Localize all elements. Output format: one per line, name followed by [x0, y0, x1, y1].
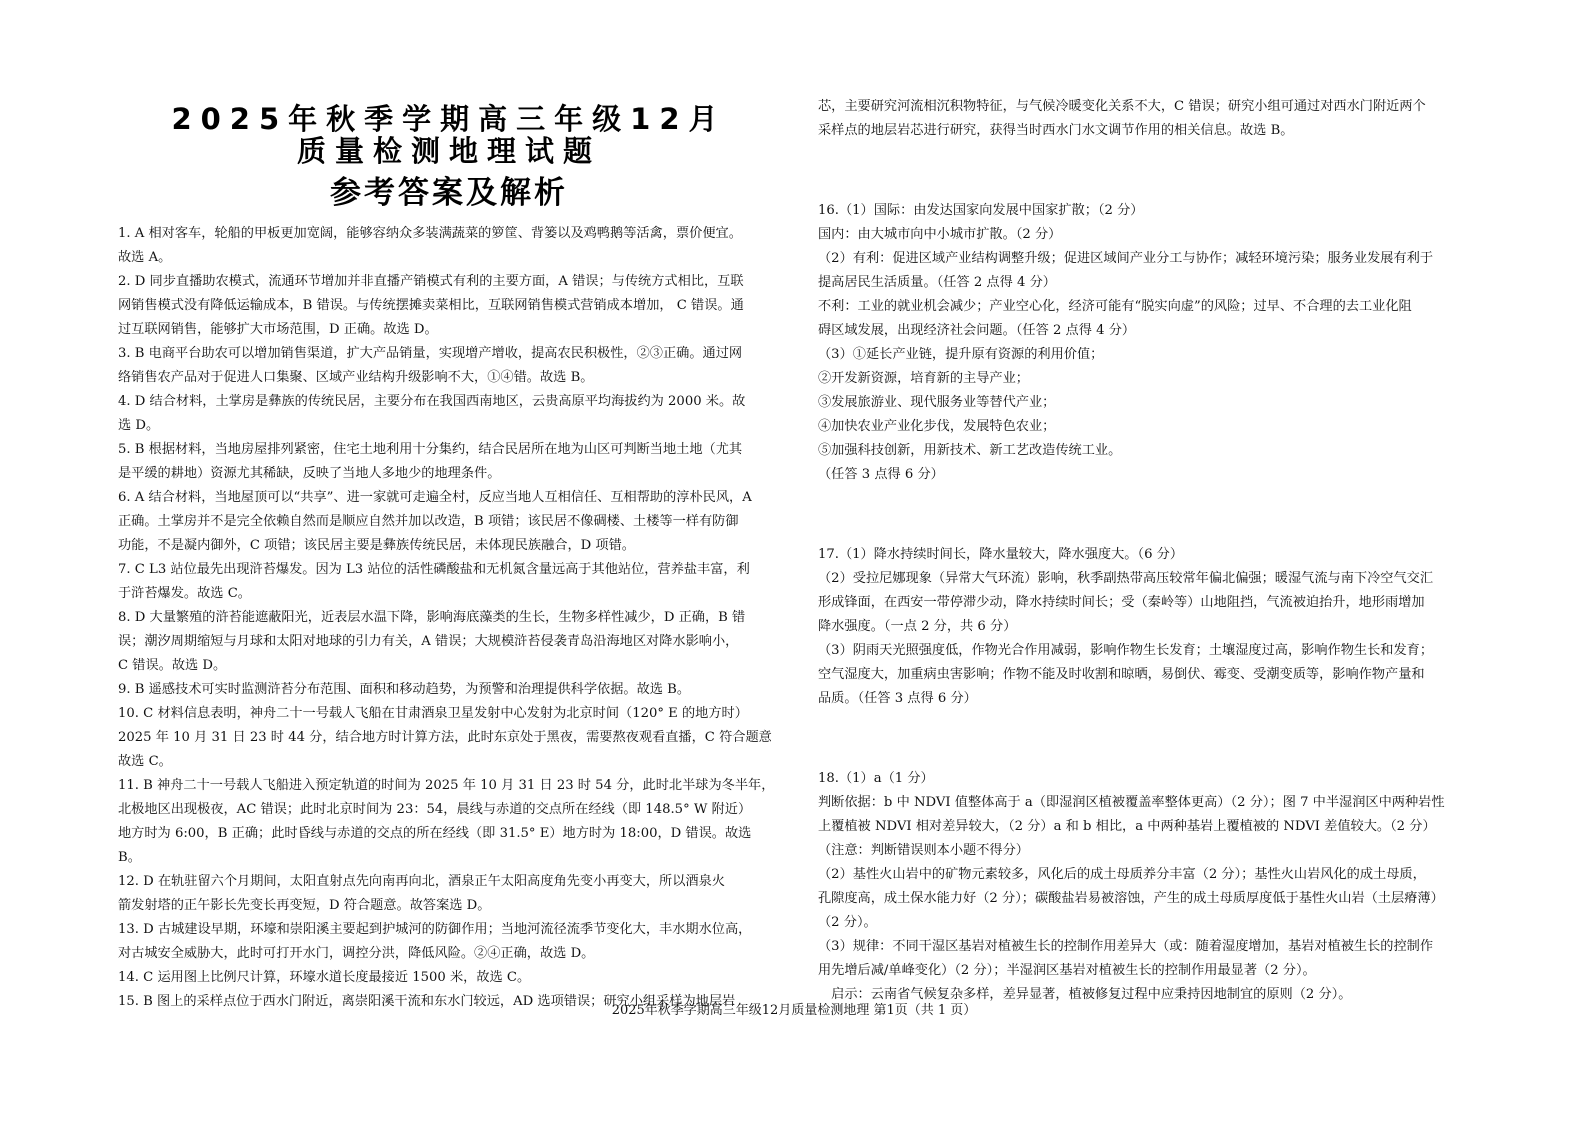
answer-line: 对古城安全威胁大，此时可打开水门，调控分洪，降低风险。②④正确，故选 D。	[118, 946, 595, 961]
answer-line: （注意：判断错误则本小题不得分）	[818, 843, 1029, 858]
answer-line: 孔隙度高，成土保水能力好（2 分）；碳酸盐岩易被溶蚀，产生的成土母质厚度低于基性火山岩（土层瘠薄）	[818, 891, 1444, 906]
answer-line: 18.（1）a（1 分）	[818, 771, 934, 786]
answer-line: （3）规律：不同干湿区基岩对植被生长的控制作用差异大（或：随着湿度增加，基岩对植被生长的控制作	[818, 939, 1434, 954]
answer-line: 空气湿度大，加重病虫害影响；作物不能及时收割和晾晒，易倒伏、霉变、受潮变质等，影响作物产量和	[818, 667, 1425, 682]
answer-line: 箭发射塔的正午影长先变长再变短，D 符合题意。故答案选 D。	[118, 898, 491, 913]
answer-line: 北极地区出现极夜，AC 错误；此时北京时间为 23：54，晨线与赤道的交点所在经线（即 148.5° W 附近）	[118, 802, 752, 817]
answer-line: （任答 3 点得 6 分）	[818, 467, 944, 482]
answer-line: （3）①延长产业链，提升原有资源的利用价值；	[818, 347, 1104, 362]
answer-line: 于浒苔爆发。故选 C。	[118, 586, 251, 601]
exam-title-line1: 2025年秋季学期高三年级12月	[171, 102, 727, 136]
exam-title-line2: 质量检测地理试题	[296, 134, 601, 168]
answer-line: 8. D 大量繁殖的浒苔能遮蔽阳光，近表层水温下降，影响海底藻类的生长，生物多样性减少，D 正确，B 错	[118, 610, 746, 625]
answer-line: 不利：工业的就业机会减少；产业空心化，经济可能有“脱实向虚”的风险；过早、不合理的去工业化阻	[818, 299, 1412, 314]
answer-line: C 错误。故选 D。	[118, 658, 227, 673]
answer-line: B。	[118, 850, 141, 865]
answer-line: 功能，不是凝内御外，C 项错；该民居主要是彝族传统民居，未体现民族融合，D 项错。	[118, 538, 635, 553]
answer-line: 地方时为 6:00，B 正确；此时昏线与赤道的交点的所在经线（即 31.5° E）地方时为 18:00，D 错误。故选	[118, 826, 752, 841]
answer-line: 正确。土掌房并不是完全依赖自然而是顺应自然并加以改造，B 项错；该民居不像碉楼、土楼等一样有防御	[118, 514, 739, 529]
answer-line: 3. B 电商平台助农可以增加销售渠道，扩大产品销量，实现增产增收，提高农民积极性，②③正确。通过网	[118, 346, 743, 361]
page-footer: 2025年秋季学期高三年级12月质量检测地理 第1页（共 1 页）	[611, 1003, 977, 1018]
answer-line: 6. A 结合材料，当地屋顶可以“共享”、进一家就可走遍全村，反应当地人互相信任、互相帮助的淳朴民风，A	[118, 490, 752, 505]
answer-key-heading: 参考答案及解析	[330, 175, 568, 211]
left-answer-text	[118, 222, 780, 1014]
answer-line: 故选 A。	[118, 250, 172, 265]
answer-line: 网销售模式没有降低运输成本，B 错误。与传统摆摊卖菜相比，互联网销售模式营销成本增加， C 错误。通	[118, 298, 744, 313]
answer-line: 1. A 相对客车，轮船的甲板更加宽阔，能够容纳众多装满蔬菜的箩筐、背篓以及鸡鸭鹅等活禽，票价便宜。	[118, 226, 742, 241]
answer-line: 碍区域发展，出现经济社会问题。（任答 2 点得 4 分）	[818, 323, 1136, 338]
answer-line: 16.（1）国际：由发达国家向发展中国家扩散；（2 分）	[818, 203, 1144, 218]
answer-line: 2025 年 10 月 31 日 23 时 44 分，结合地方时计算方法，此时东京处于黑夜，需要熬夜观看直播，C 符合题意	[118, 730, 772, 745]
answer-line: （3）阴雨天光照强度低，作物光合作用减弱，影响作物生长发育；土壤湿度过高，影响作物生长和发育；	[818, 643, 1434, 658]
paragraph-gap	[818, 727, 1474, 751]
answer-line: （2 分）。	[818, 915, 877, 930]
answer-line: 过互联网销售，能够扩大市场范围，D 正确。故选 D。	[118, 322, 438, 337]
answer-line: 10. C 材料信息表明，神舟二十一号载人飞船在甘肃酒泉卫星发射中心发射为北京时间（120° E 的地方时）	[118, 706, 748, 721]
answer-line: 17.（1）降水持续时间长，降水量较大，降水强度大。（6 分）	[818, 547, 1184, 562]
answer-line: 4. D 结合材料，土掌房是彝族的传统民居，主要分布在我国西南地区，云贵高原平均海拔约为 2000 米。故	[118, 394, 746, 409]
answer-line: （2）基性火山岩中的矿物元素较多，风化后的成土母质养分丰富（2 分）；基性火山岩风化的成土母质，	[818, 867, 1426, 882]
answer-line: ②开发新资源，培育新的主导产业；	[818, 371, 1029, 386]
answer-line: 13. D 古城建设早期，环壕和崇阳溪主要起到护城河的防御作用；当地河流径流季节变化大，丰水期水位高，	[118, 922, 752, 937]
answer-line: 芯，主要研究河流相沉积物特征，与气候冷暖变化关系不大，C 错误；研究小组可通过对西水门附近两个	[818, 99, 1426, 114]
answer-line: 故选 C。	[118, 754, 172, 769]
answer-line: 是平缓的耕地）资源尤其稀缺，反映了当地人多地少的地理条件。	[118, 466, 501, 481]
answer-line: 选 D。	[118, 418, 160, 433]
answer-line: 误；潮汐周期缩短与月球和太阳对地球的引力有关，A 错误；大规模浒苔侵袭青岛沿海地区对降水影响小，	[118, 634, 739, 649]
answer-line: 9. B 遥感技术可实时监测浒苔分布范围、面积和移动趋势，为预警和治理提供科学依据。故选 B。	[118, 682, 691, 697]
right-answer-text	[818, 95, 1474, 1007]
answer-line: 品质。（任答 3 点得 6 分）	[818, 691, 977, 706]
answer-line: 形成锋面，在西安一带停滞少动，降水持续时间长；受（秦岭等）山地阻挡，气流被迫抬升，地形雨增加	[818, 595, 1425, 610]
answer-line: 判断依据：b 中 NDVI 值整体高于 a（即湿润区植被覆盖率整体更高）（2 分）；图 7 中半湿润区中两种岩性	[818, 795, 1445, 810]
answer-line: 11. B 神舟二十一号载人飞船进入预定轨道的时间为 2025 年 10 月 31 日 23 时 54 分，此时北半球为冬半年，	[118, 778, 775, 793]
answer-line: ⑤加强科技创新，用新技术、新工艺改造传统工业。	[818, 443, 1122, 458]
paragraph-gap	[818, 159, 1474, 183]
answer-line: 提高居民生活质量。（任答 2 点得 4 分）	[818, 275, 1056, 290]
answer-line: （2）有利：促进区域产业结构调整升级；促进区域间产业分工与协作；减轻环境污染；服务业发展有利于	[818, 251, 1434, 266]
answer-line: 上覆植被 NDVI 相对差异较大，（2 分）a 和 b 相比，a 中两种基岩上覆植被的 NDVI 差值较大。（2 分）	[818, 819, 1436, 834]
answer-line: 7. C L3 站位最先出现浒苔爆发。因为 L3 站位的活性磷酸盐和无机氮含量远高于其他站位，营养盐丰富，利	[118, 562, 750, 577]
answer-line: 启示：云南省气候复杂多样，差异显著，植被修复过程中应秉持因地制宜的原则（2 分）。	[818, 987, 1352, 1002]
answer-line: 用先增后减/单峰变化）（2 分）；半湿润区基岩对植被生长的控制作用最显著（2 分）。	[818, 963, 1316, 978]
answer-line: 国内：由大城市向中小城市扩散。（2 分）	[818, 227, 1062, 242]
answer-line: ④加快农业产业化步伐，发展特色农业；	[818, 419, 1056, 434]
answer-line: 15. B 图上的采样点位于西水门附近，离崇阳溪干流和东水门较远，AD 选项错误；研究小组采样为地层岩	[118, 994, 736, 1009]
answer-line: 采样点的地层岩芯进行研究，获得当时西水门水文调节作用的相关信息。故选 B。	[818, 123, 1294, 138]
answer-line: 12. D 在轨驻留六个月期间，太阳直射点先向南再向北，酒泉正午太阳高度角先变小再变大，所以酒泉火	[118, 874, 725, 889]
answer-line: 2. D 同步直播助农模式，流通环节增加并非直播产销模式有利的主要方面，A 错误；与传统方式相比，互联	[118, 274, 744, 289]
answer-line: 5. B 根据材料，当地房屋排列紧密，住宅土地利用十分集约，结合民居所在地为山区可判断当地土地（尤其	[118, 442, 743, 457]
answer-line: ③发展旅游业、现代服务业等替代产业；	[818, 395, 1056, 410]
answer-line: 14. C 运用图上比例尺计算，环壕水道长度最接近 1500 米，故选 C。	[118, 970, 531, 985]
answer-line: 降水强度。（一点 2 分，共 6 分）	[818, 619, 1017, 634]
answer-line: 络销售农产品对于促进人口集聚、区域产业结构升级影响不大，①④错。故选 B。	[118, 370, 594, 385]
paragraph-gap	[818, 503, 1474, 527]
answer-line: （2）受拉尼娜现象（异常大气环流）影响，秋季副热带高压较常年偏北偏强；暖湿气流与南下冷空气交汇	[818, 571, 1434, 586]
